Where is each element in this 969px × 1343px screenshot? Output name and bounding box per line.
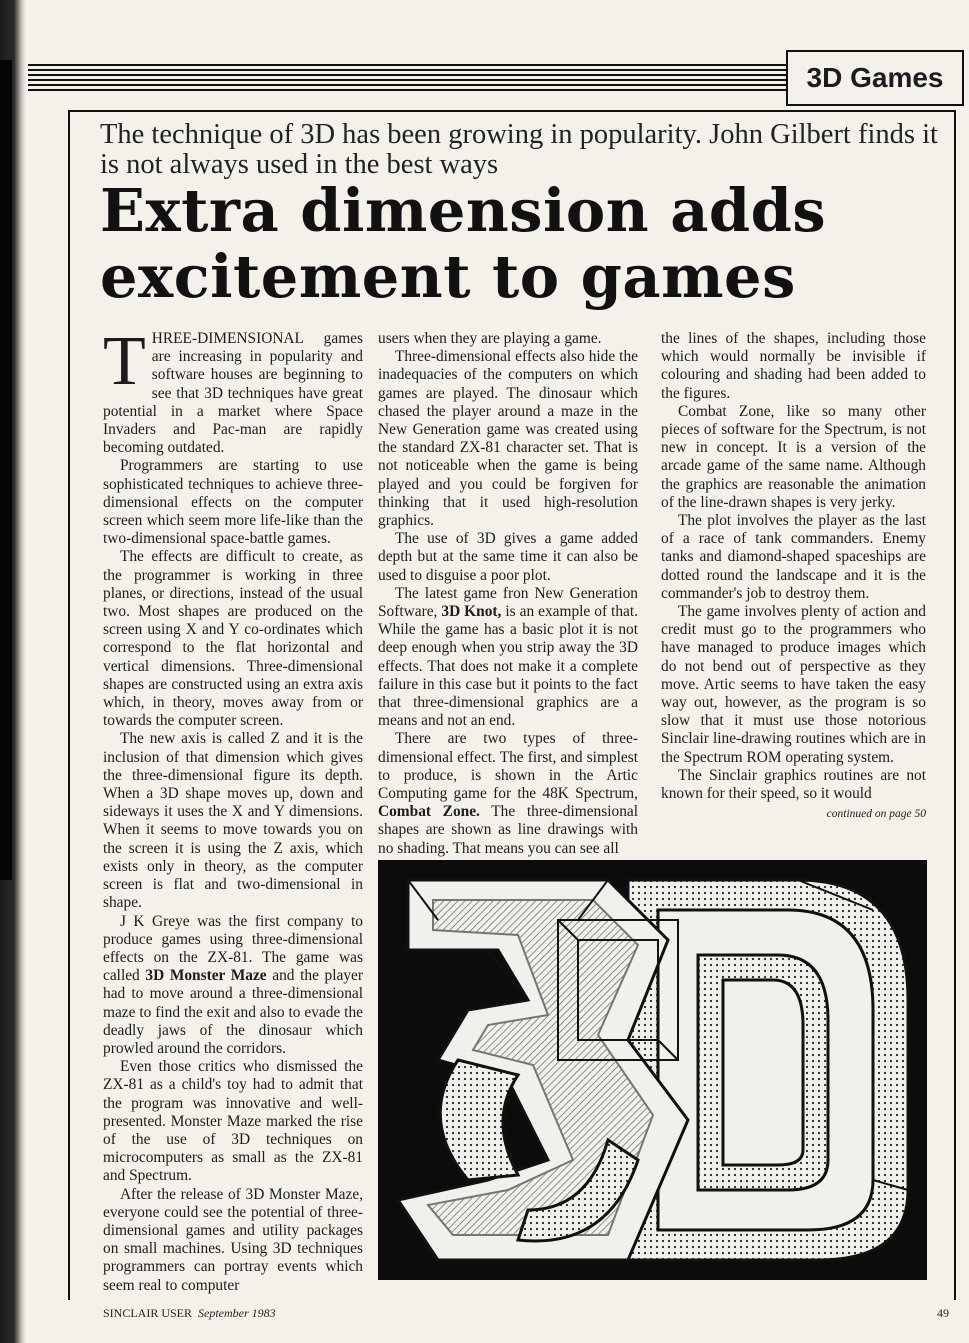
paragraph: The Sinclair graphics routines are not known for their speed, so it would bbox=[661, 766, 926, 803]
header-rule-lines bbox=[28, 64, 786, 94]
game-title-bold: 3D Monster Maze bbox=[145, 967, 267, 985]
article-deck: The technique of 3D has been growing in popularity. John Gilbert finds it is not always used in the best ways bbox=[100, 119, 938, 180]
article-column-1 bbox=[103, 323, 363, 1295]
article-column-2 bbox=[378, 330, 638, 858]
section-label: 3D Games bbox=[786, 50, 964, 106]
binding-black-bar bbox=[0, 60, 12, 880]
paragraph-text: is an example of that. While the game has a basic plot it is not deep enough when you strip away the 3D effects. That does not make it a complete failure in this case but it points to the fact that three-dimensional graphics are a means and not an end. bbox=[378, 603, 638, 730]
paragraph-text: games are increasing in popularity and software houses are beginning to see that 3D techniques have great potential in a market where Space Invaders and Pac-man are rapidly becoming outdated. bbox=[103, 330, 363, 457]
game-title-bold: Combat Zone. bbox=[378, 803, 480, 821]
letter-3-shape bbox=[398, 880, 688, 1260]
lead-smallcaps: HREE-DIMENSIONAL bbox=[151, 330, 304, 347]
paragraph-text: J K Greye was the first company to produce games using three-dimensional effects on the ZX-81. The game was called bbox=[103, 912, 363, 985]
paragraph: The use of 3D gives a game added depth but at the same time it can also be used to disguise a poor plot. bbox=[378, 530, 638, 584]
continued-note: continued on page 50 bbox=[826, 808, 926, 821]
game-title-bold: 3D Knot, bbox=[441, 603, 502, 621]
article-headline: Extra dimension adds excitement to games bbox=[100, 176, 827, 311]
3d-letters-artwork bbox=[378, 860, 927, 1280]
magazine-name: SINCLAIR USER bbox=[103, 1306, 193, 1320]
paragraph-text: The latest game fron New Generation Software, bbox=[378, 584, 638, 621]
letter-d-shape bbox=[628, 880, 908, 1260]
paragraph bbox=[378, 585, 638, 731]
paragraph: Combat Zone, like so many other pieces of software for the Spectrum, is not new in concept. It is a version of the arcade game of the same name. Although the graphics are reasonable the animation of the line-drawn shapes is very jerky. bbox=[661, 402, 926, 511]
paragraph: Even those critics who dismissed the ZX-81 as a child's toy had to admit that the program was innovative and well-presented. Monster Maze marked the rise of the use of 3D techniques on microcomputers as small as the ZX-81 and Spectrum. bbox=[103, 1058, 363, 1185]
paragraph: The new axis is called Z and it is the inclusion of that dimension which gives the three-dimensional figure its depth. When a 3D shape moves up, down and sideways it uses the X and Y dimensions. When it seems to move towards you on the screen it is using the Z axis, which exists only in theory, as the computer screen is flat and two-dimensional in shape. bbox=[103, 730, 363, 912]
page-number: 49 bbox=[937, 1306, 949, 1320]
paragraph: The effects are difficult to create, as the programmer is working in three planes, or directions, instead of the usual two. Most shapes are produced on the screen using X and Y co-ordinates which correspond to the flat horizontal and vertical dimensions. Three-dimensional shapes are constructed using an extra axis which, in theory, moves away from or towards the computer screen. bbox=[103, 548, 363, 730]
footer-magazine bbox=[103, 1306, 276, 1321]
paragraph: Programmers are starting to use sophisticated techniques to achieve three-dimensional effects on the computer screen which seem more life-like than the two-dimensional space-battle games. bbox=[103, 457, 363, 548]
paragraph: After the release of 3D Monster Maze, everyone could see the potential of three-dimensional games and utility packages on small machines. Using 3D techniques programmers can portray events which seem real to computer bbox=[103, 1185, 363, 1294]
paragraph bbox=[103, 913, 363, 1059]
paragraph: Three-dimensional effects also hide the inadequacies of the computers on which games are played. The dinosaur which chased the player around a maze in the New Generation game was created using the standard ZX-81 character set. That is not noticeable when the game is being played and you could be forgiven for thinking that it used high-resolution graphics. bbox=[378, 348, 638, 530]
paragraph: users when they are playing a game. bbox=[378, 330, 602, 347]
drop-cap: T bbox=[103, 323, 146, 400]
paragraph-text: The three-dimensional shapes are shown as line drawings with no shading. That means you can see all bbox=[378, 803, 638, 857]
3d-illustration bbox=[378, 860, 927, 1280]
paragraph: the lines of the shapes, including those which would normally be invisible if colouring and shading had been added to the figures. bbox=[661, 330, 926, 402]
issue-date: September 1983 bbox=[198, 1306, 276, 1320]
paragraph-text: and the player had to move around a three-dimensional maze to find the exit and also to evade the deadly jaws of the dinosaur which prowled around the corridors. bbox=[103, 967, 363, 1057]
paragraph: The plot involves the player as the last of a race of tank commanders. Enemy tanks and diamond-shaped spaceships are dotted round the landscape and it is the commander's job to destroy them. bbox=[661, 512, 926, 602]
paragraph-text: There are two types of three-dimensional effect. The first, and simplest to produce, is shown in the Artic Computing game for the 48K Spectrum, bbox=[378, 730, 638, 803]
article-column-3 bbox=[661, 330, 926, 823]
paragraph bbox=[378, 730, 638, 857]
paragraph: The game involves plenty of action and credit must go to the programmers who have managed to produce images which do not bend out of perspective as they move. Artic seems to have taken the easy way out, however, as the program is so slow that it must use those notorious Sinclair line-drawing routines which are in the Spectrum ROM operating system. bbox=[661, 603, 926, 766]
paragraph bbox=[103, 323, 363, 457]
